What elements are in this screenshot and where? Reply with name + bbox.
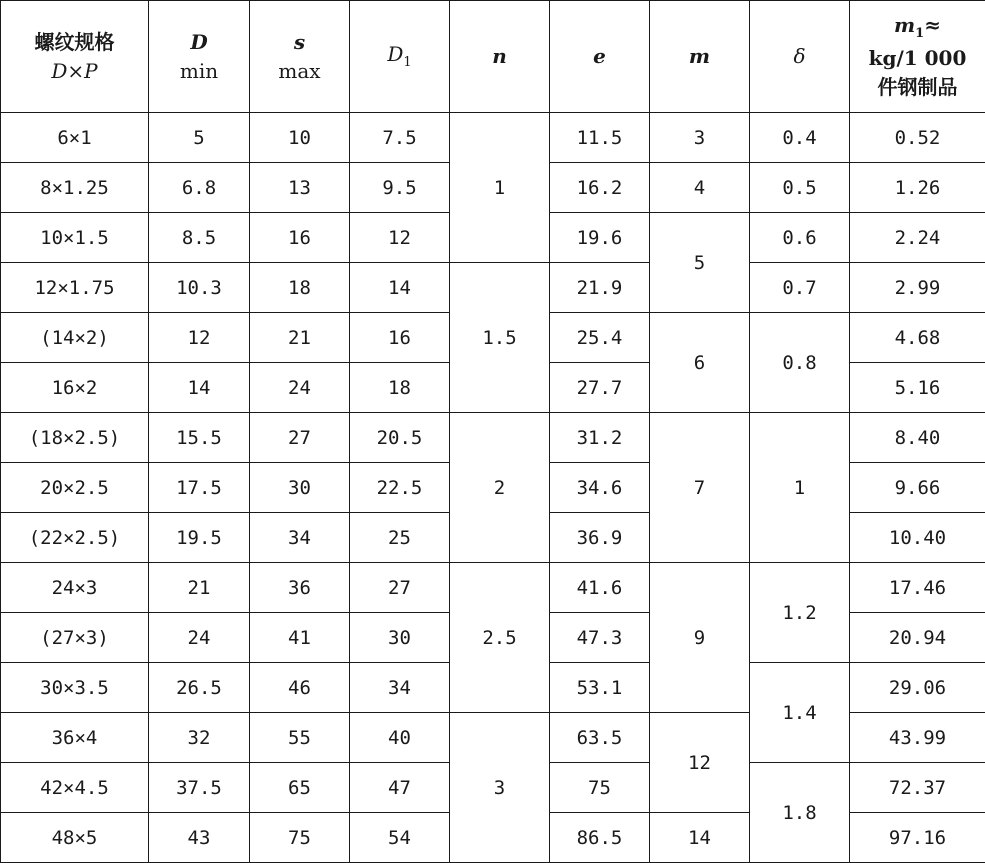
cell-s-max: 30 <box>250 463 350 513</box>
table-row <box>1 263 985 313</box>
cell-e: 25.4 <box>550 313 650 363</box>
cell-thread-spec: 48×5 <box>1 813 149 863</box>
header-m1-index: 1 <box>915 26 924 41</box>
cell-D-min: 5 <box>149 113 250 163</box>
cell-m: 14 <box>650 813 750 863</box>
cell-D1: 40 <box>350 713 450 763</box>
cell-e: 19.6 <box>550 213 650 263</box>
table-row <box>1 413 985 463</box>
cell-e: 27.7 <box>550 363 650 413</box>
cell-delta: 1.2 <box>750 563 850 663</box>
cell-e: 41.6 <box>550 563 650 613</box>
cell-D-min: 19.5 <box>149 513 250 563</box>
cell-e: 86.5 <box>550 813 650 863</box>
cell-n: 3 <box>450 713 550 863</box>
cell-s-max: 16 <box>250 213 350 263</box>
cell-s-max: 34 <box>250 513 350 563</box>
cell-e: 34.6 <box>550 463 650 513</box>
cell-s-max: 10 <box>250 113 350 163</box>
cell-D-min: 12 <box>149 313 250 363</box>
header-m1-approx: ≈ <box>924 13 941 37</box>
header-n-symbol: n <box>492 44 507 68</box>
cell-D-min: 17.5 <box>149 463 250 513</box>
cell-D1: 14 <box>350 263 450 313</box>
cell-m: 5 <box>650 213 750 313</box>
cell-thread-spec: 6×1 <box>1 113 149 163</box>
cell-delta: 0.7 <box>750 263 850 313</box>
header-D1-symbol: D <box>387 42 403 66</box>
cell-D-min: 15.5 <box>149 413 250 463</box>
cell-m1: 2.24 <box>850 213 985 263</box>
cell-n: 1.5 <box>450 263 550 413</box>
cell-m1: 10.40 <box>850 513 985 563</box>
cell-m1: 97.16 <box>850 813 985 863</box>
header-s-sub: max <box>250 57 349 86</box>
cell-thread-spec: (18×2.5) <box>1 413 149 463</box>
table-body <box>1 113 985 863</box>
cell-thread-spec: 30×3.5 <box>1 663 149 713</box>
cell-s-max: 18 <box>250 263 350 313</box>
cell-D-min: 37.5 <box>149 763 250 813</box>
cell-thread-spec: 36×4 <box>1 713 149 763</box>
cell-m1: 5.16 <box>850 363 985 413</box>
cell-delta: 1.8 <box>750 763 850 863</box>
cell-m1: 8.40 <box>850 413 985 463</box>
cell-m1: 17.46 <box>850 563 985 613</box>
cell-D1: 30 <box>350 613 450 663</box>
cell-D1: 16 <box>350 313 450 363</box>
header-n <box>450 1 550 113</box>
cell-m1: 1.26 <box>850 163 985 213</box>
cell-e: 75 <box>550 763 650 813</box>
header-m <box>650 1 750 113</box>
cell-m1: 20.94 <box>850 613 985 663</box>
header-D1-index: 1 <box>403 55 411 70</box>
cell-s-max: 46 <box>250 663 350 713</box>
cell-thread-spec: (14×2) <box>1 313 149 363</box>
cell-m: 3 <box>650 113 750 163</box>
cell-s-max: 41 <box>250 613 350 663</box>
header-s-symbol: s <box>250 28 349 57</box>
cell-thread-spec: 42×4.5 <box>1 763 149 813</box>
header-thread-spec-line2: D×P <box>1 57 148 86</box>
cell-D1: 9.5 <box>350 163 450 213</box>
header-m1-line1 <box>850 11 985 44</box>
cell-e: 16.2 <box>550 163 650 213</box>
header-delta-symbol: δ <box>793 44 805 68</box>
cell-thread-spec: (27×3) <box>1 613 149 663</box>
cell-delta: 1 <box>750 413 850 563</box>
cell-m: 9 <box>650 563 750 713</box>
cell-e: 36.9 <box>550 513 650 563</box>
cell-D-min: 6.8 <box>149 163 250 213</box>
table-row <box>1 113 985 163</box>
cell-delta: 0.6 <box>750 213 850 263</box>
header-D <box>149 1 250 113</box>
cell-D-min: 26.5 <box>149 663 250 713</box>
cell-e: 63.5 <box>550 713 650 763</box>
cell-e: 21.9 <box>550 263 650 313</box>
cell-D1: 47 <box>350 763 450 813</box>
cell-e: 53.1 <box>550 663 650 713</box>
cell-m1: 29.06 <box>850 663 985 713</box>
cell-D1: 22.5 <box>350 463 450 513</box>
cell-n: 2 <box>450 413 550 563</box>
table-row <box>1 563 985 613</box>
cell-delta: 0.4 <box>750 113 850 163</box>
header-m1 <box>850 1 985 113</box>
header-D1 <box>350 1 450 113</box>
cell-D-min: 10.3 <box>149 263 250 313</box>
cell-D1: 54 <box>350 813 450 863</box>
cell-D-min: 21 <box>149 563 250 613</box>
cell-m: 7 <box>650 413 750 563</box>
cell-m: 6 <box>650 313 750 413</box>
cell-s-max: 13 <box>250 163 350 213</box>
cell-thread-spec: 20×2.5 <box>1 463 149 513</box>
header-m1-symbol: m <box>894 13 915 37</box>
cell-thread-spec: 24×3 <box>1 563 149 613</box>
cell-thread-spec: 8×1.25 <box>1 163 149 213</box>
cell-s-max: 55 <box>250 713 350 763</box>
cell-e: 11.5 <box>550 113 650 163</box>
cell-n: 2.5 <box>450 563 550 713</box>
header-m1-line3: 件钢制品 <box>850 73 985 102</box>
cell-D-min: 32 <box>149 713 250 763</box>
cell-delta: 1.4 <box>750 663 850 763</box>
cell-m1: 0.52 <box>850 113 985 163</box>
cell-delta: 0.8 <box>750 313 850 413</box>
header-D-sub: min <box>149 57 249 86</box>
header-delta <box>750 1 850 113</box>
header-thread-spec <box>1 1 149 113</box>
cell-m1: 9.66 <box>850 463 985 513</box>
cell-D1: 7.5 <box>350 113 450 163</box>
cell-thread-spec: 10×1.5 <box>1 213 149 263</box>
cell-s-max: 21 <box>250 313 350 363</box>
cell-thread-spec: (22×2.5) <box>1 513 149 563</box>
cell-s-max: 75 <box>250 813 350 863</box>
cell-m1: 4.68 <box>850 313 985 363</box>
cell-s-max: 27 <box>250 413 350 463</box>
cell-D1: 34 <box>350 663 450 713</box>
cell-m1: 2.99 <box>850 263 985 313</box>
header-e <box>550 1 650 113</box>
cell-e: 31.2 <box>550 413 650 463</box>
header-thread-spec-line1: 螺纹规格 <box>1 28 148 57</box>
cell-thread-spec: 16×2 <box>1 363 149 413</box>
cell-D1: 20.5 <box>350 413 450 463</box>
cell-e: 47.3 <box>550 613 650 663</box>
header-s <box>250 1 350 113</box>
cell-n: 1 <box>450 113 550 263</box>
cell-s-max: 24 <box>250 363 350 413</box>
cell-s-max: 65 <box>250 763 350 813</box>
header-e-symbol: e <box>593 44 606 68</box>
header-m1-line2: kg/1 000 <box>850 44 985 73</box>
cell-delta: 0.5 <box>750 163 850 213</box>
cell-m: 12 <box>650 713 750 813</box>
cell-m: 4 <box>650 163 750 213</box>
cell-m1: 72.37 <box>850 763 985 813</box>
cell-D-min: 24 <box>149 613 250 663</box>
header-D-symbol: D <box>149 28 249 57</box>
cell-thread-spec: 12×1.75 <box>1 263 149 313</box>
cell-D1: 27 <box>350 563 450 613</box>
cell-D1: 12 <box>350 213 450 263</box>
cell-D-min: 14 <box>149 363 250 413</box>
cell-s-max: 36 <box>250 563 350 613</box>
cell-D1: 25 <box>350 513 450 563</box>
cell-D-min: 43 <box>149 813 250 863</box>
cell-D-min: 8.5 <box>149 213 250 263</box>
header-m-symbol: m <box>689 44 710 68</box>
header-row <box>1 1 985 113</box>
cell-D1: 18 <box>350 363 450 413</box>
table-header <box>1 1 985 113</box>
cell-m1: 43.99 <box>850 713 985 763</box>
